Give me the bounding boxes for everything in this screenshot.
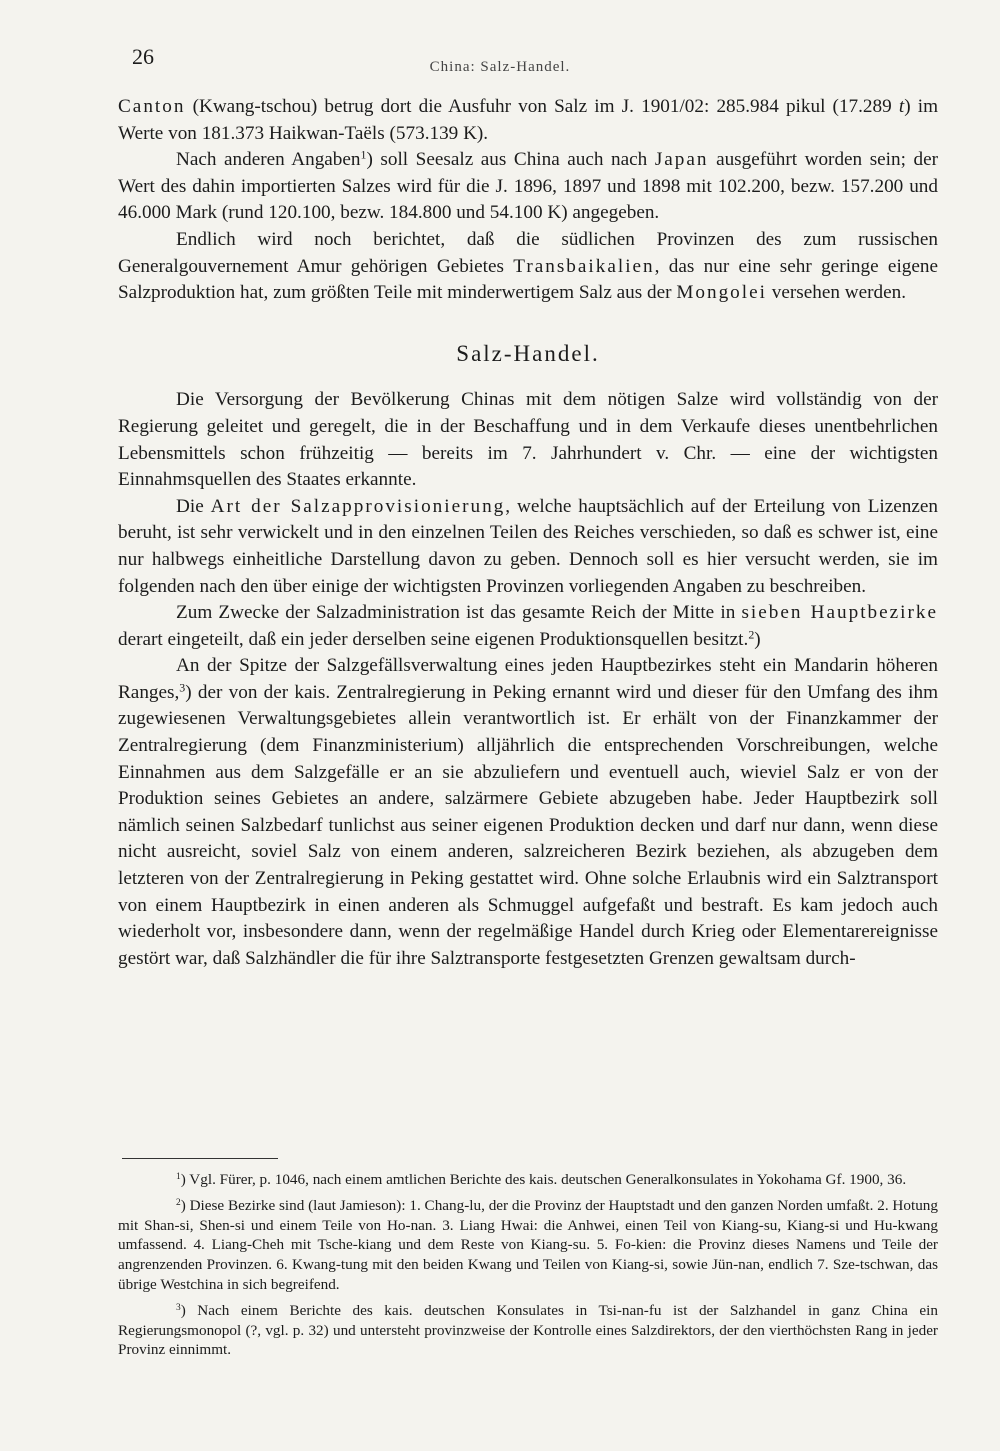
paragraph-text: , welche hauptsächlich auf der Erteilung von Lizenzen beruht, ist sehr verwickelt und in den einzelnen Teilen des Reiches verschieden, so daß es schwer ist, eine nur halbwegs einheitliche Darstellung davon zu geben. Dennoch soll es hier versucht werden, sie im folgenden nach den über einige der wichtigsten Provinzen vorliegenden Angaben zu beschreiben. (118, 495, 938, 597)
footnote-number: 1 (176, 1171, 181, 1182)
paragraph-versorgung: Die Versorgung der Bevölkerung Chinas mit dem nötigen Salze wird vollständig von der Regierung geleitet und geregelt, die in der Beschaffung und in dem Verkaufe dieses unentbehrlichen Lebensmittels schon frühzeitig — bereits im 7. Jahrhundert v. Chr. — eine der wichtigsten Einnahmsquellen des Staates erkannte. (118, 389, 938, 491)
footnote-number: 3 (176, 1302, 181, 1313)
running-head: China: Salz-Handel. (429, 59, 571, 75)
paragraph-hauptbezirke (118, 600, 938, 653)
footnotes (118, 1170, 938, 1366)
body-text (118, 94, 938, 972)
footnote (118, 1196, 938, 1295)
footnote-ref: 2 (748, 627, 755, 642)
paragraph-verwaltung (118, 653, 938, 972)
paragraph-text: derart eingeteilt, daß ein jeder derselben seine eigenen Produktionsquellen besitzt. (118, 628, 749, 650)
paragraph-text: An der Spitze der Salzgefällsverwaltung eines jeden Hauptbezirkes steht ein Mandarin höheren Ranges, (118, 655, 938, 703)
paragraph-japan (118, 147, 938, 227)
paragraph-text: Die (176, 495, 211, 517)
footnote (118, 1170, 938, 1190)
emphasis-term: sieben Hauptbezirke (741, 602, 938, 624)
paragraph-text: ) soll Seesalz aus China auch nach (366, 149, 655, 171)
place-name: Canton (118, 96, 186, 117)
paragraph-text: (Kwang-tschou) betrug dort die Ausfuhr von Salz im J. 1901/02: 285.984 pikul (17.289 (185, 96, 899, 117)
footnote-ref: 1 (360, 147, 367, 162)
footnote-divider (122, 1158, 278, 1159)
unit-italic: t (898, 96, 905, 117)
paragraph-text: ) im Werte von 181.373 Haikwan-Taëls (573.139 K). (118, 96, 938, 144)
emphasis-term: Art der Salzapprovisionierung (210, 495, 506, 517)
paragraph-text: Zum Zwecke der Salzadministration ist das gesamte Reich der Mitte in (176, 602, 742, 624)
paragraph-text: , das nur eine sehr geringe eigene Salzproduktion hat, zum größten Teile mit minderwertigem Salz aus der (118, 255, 938, 304)
footnote-ref: 3 (179, 680, 186, 695)
footnote-text: ) Diese Bezirke sind (laut Jamieson): 1. Chang-lu, der die Provinz der Hauptstadt und den ganzen Norden umfaßt. 2. Hotung mit Shan-si, Shen-si und einem Teile von Ho-nan. 3. Liang Hwai: die Anhwei, einen Teil von Kiang-su, Kiang-si und Hu-kwang umfassend. 4. Liang-Cheh mit Tsche-kiang und dem Reste von Kiang-su. 5. Fo-kien: die Provinz dieses Namens und Teile der angrenzenden Provinzen. 6. Kwang-tung mit den beiden Kwang und Teilen von Kiang-si, sowie Jün-nan, endlich 7. Sze-tschwan, das übrige Westchina in sich begreifend. (118, 1196, 938, 1293)
paragraph-canton (118, 94, 938, 147)
footnote-number: 2 (176, 1197, 181, 1208)
footnote-text: ) Vgl. Fürer, p. 1046, nach einem amtlichen Berichte des kais. deutschen Generalkonsulates in Yokohama Gf. 1900, 36. (180, 1171, 907, 1188)
paragraph-approvisionierung (118, 494, 938, 600)
footnote (118, 1301, 938, 1360)
paragraph-text: ) der von der kais. Zentralregierung in Peking ernannt wird und dieser für den Umfang des ihm zugewiesenen Verwaltungsgebietes allein verantwortlich ist. Er erhält von der Finanzkammer der Zentralregierung (dem Finanzministerium) alljährlich die entsprechenden Vorschreibungen, welche Einnahmen aus dem Salzgefälle er an sie abzuliefern und eventuell auch, wieviel Salz er von der Produktion seines Gebietes an andere, salzärmere Gebiete abzugeben habe. Jeder Hauptbezirk soll nämlich seinen Salzbedarf tunlichst aus seiner eigenen Produktion decken und darf nur dann, wenn diese nicht ausreicht, soviel Salz von einem anderen, salzreicheren Bezirk beziehen, als abzugeben dem letzteren von der Zentralregierung in Peking gestattet wird. Ohne solche Erlaubnis wird ein Salztransport von einem Hauptbezirk in einen anderen als Schmuggel aufgefaßt und bestraft. Es kam jedoch auch wiederholt vor, insbesondere dann, wenn der regelmäßige Handel durch Krieg oder Elementarereignisse gestört war, daß Salzhändler die für ihre Salztransporte festgesetzten Grenzen gewaltsam durch- (118, 681, 938, 969)
paragraph-text: Nach anderen Angaben (176, 149, 361, 171)
paragraph-text: Endlich wird noch berichtet, daß die südlichen Provinzen des zum russischen Generalgouvernement Amur gehörigen Gebietes (118, 228, 938, 277)
place-name: Japan (654, 149, 709, 171)
paragraph-text: versehen werden. (766, 282, 907, 304)
page-number: 26 (132, 44, 154, 69)
footnote-text: ) Nach einem Berichte des kais. deutschen Konsulates in Tsi-nan-fu ist der Salzhandel in ganz China ein Regierungsmonopol (?, vgl. p. 32) und untersteht provinzweise der Kontrolle eines Salzdirektors, der den vierthöchsten Rang in jeder Provinz einnimmt. (118, 1301, 938, 1359)
place-name: Transbaikalien (513, 255, 655, 277)
paragraph-text: ) (754, 628, 761, 650)
place-name: Mongolei (676, 282, 767, 304)
section-title: Salz-Handel. (456, 340, 600, 366)
paragraph-text: ausgeführt worden sein; der Wert des dahin importierten Salzes wird für die J. 1896, 1897 und 1898 mit 102.200, bezw. 157.200 und 46.000 Mark (rund 120.100, bezw. 184.800 und 54.100 K) angegeben. (118, 149, 938, 224)
paragraph-transbaikal (118, 227, 938, 307)
